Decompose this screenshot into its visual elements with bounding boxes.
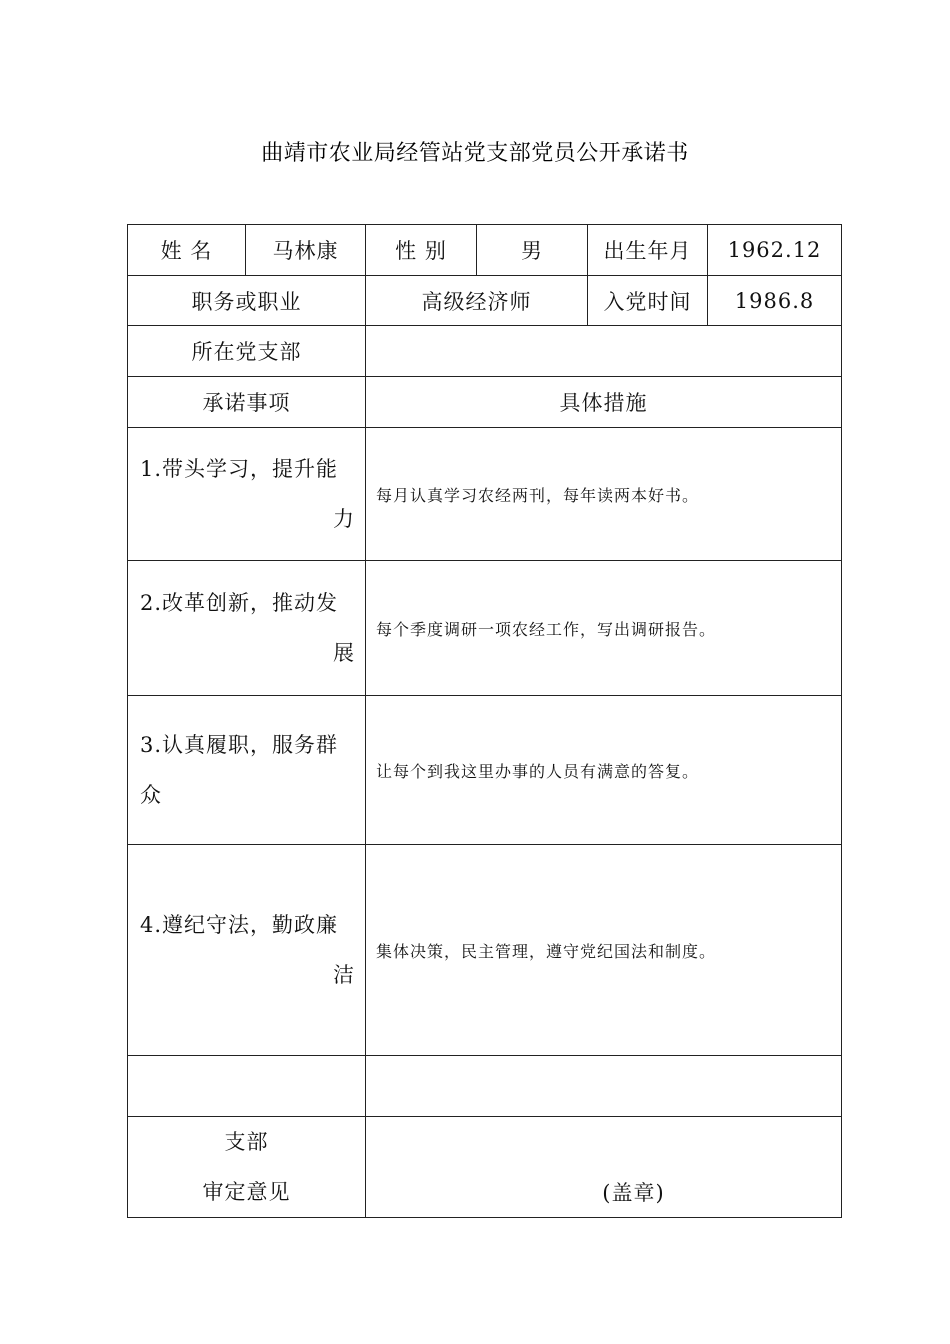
commitment-item [128, 561, 366, 696]
commitment-item-line1: 2.改革创新，推动发 [140, 591, 339, 615]
approval-stamp-area [366, 1117, 842, 1218]
branch-label: 所在党支部 [128, 326, 366, 377]
info-row-branch [128, 326, 842, 377]
table-row [128, 696, 842, 845]
job-label: 职务或职业 [128, 276, 366, 326]
name-value: 马林康 [246, 225, 366, 276]
job-value: 高级经济师 [366, 276, 588, 326]
commitment-form-table [127, 224, 842, 1218]
empty-cell-right [366, 1056, 842, 1117]
commitment-item-line1: 1.带头学习，提升能 [140, 457, 339, 481]
commitment-item [128, 696, 366, 845]
commitment-item-line2: 洁 [333, 963, 355, 987]
join-value: 1986.8 [708, 276, 842, 326]
name-label: 姓 名 [128, 225, 246, 276]
commitment-item-line1: 4.遵纪守法，勤政廉 [140, 913, 339, 937]
table-row [128, 561, 842, 696]
document-title: 曲靖市农业局经管站党支部党员公开承诺书 [261, 141, 689, 166]
commitment-item [128, 845, 366, 1056]
birth-label: 出生年月 [588, 225, 708, 276]
header-row [128, 377, 842, 428]
empty-row [128, 1056, 842, 1117]
commitment-measure: 集体决策，民主管理，遵守党纪国法和制度。 [366, 845, 842, 1056]
table-row [128, 845, 842, 1056]
join-label: 入党时间 [588, 276, 708, 326]
table-row [128, 428, 842, 561]
commitment-item-line2: 展 [333, 641, 355, 665]
approval-label [128, 1117, 366, 1218]
commitment-item-line1: 3.认真履职，服务群 [140, 733, 339, 757]
birth-value: 1962.12 [708, 225, 842, 276]
commitment-measure: 每个季度调研一项农经工作，写出调研报告。 [366, 561, 842, 696]
info-row-personal [128, 225, 842, 276]
approval-label-line2: 审定意见 [202, 1180, 291, 1204]
gender-label: 性 别 [366, 225, 477, 276]
approval-label-line1: 支部 [224, 1130, 269, 1154]
commitment-measure: 每月认真学习农经两刊，每年读两本好书。 [366, 428, 842, 561]
stamp-label: (盖章) [602, 1181, 665, 1205]
commitment-measure: 让每个到我这里办事的人员有满意的答复。 [366, 696, 842, 845]
empty-cell-left [128, 1056, 366, 1117]
measure-header: 具体措施 [366, 377, 842, 428]
commitment-item-line2: 力 [333, 507, 355, 531]
commitment-item-line2: 众 [140, 783, 162, 807]
item-header: 承诺事项 [128, 377, 366, 428]
approval-row [128, 1117, 842, 1218]
gender-value: 男 [477, 225, 588, 276]
commitment-item [128, 428, 366, 561]
branch-value [366, 326, 842, 377]
info-row-job [128, 276, 842, 326]
